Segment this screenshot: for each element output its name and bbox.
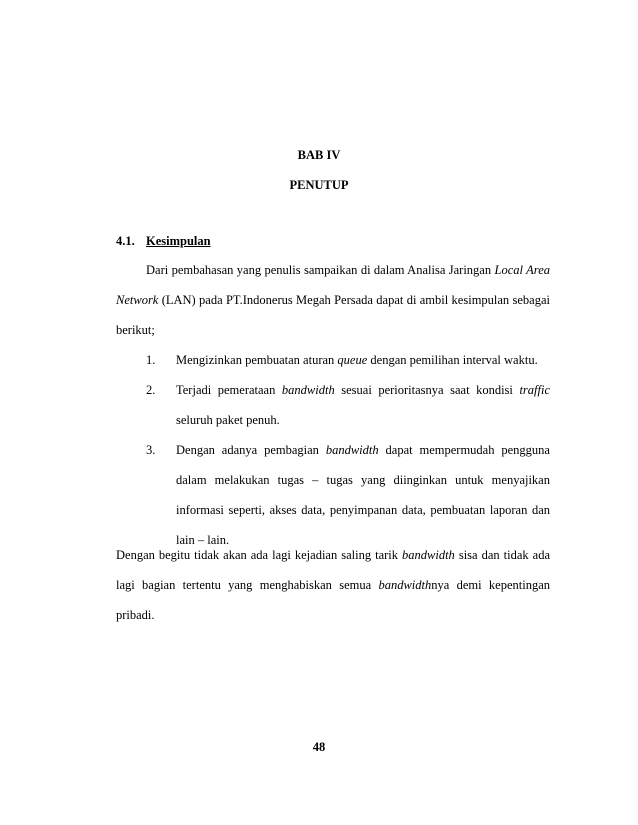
closing-paragraph (116, 540, 550, 630)
list-item-number: 1. (146, 353, 156, 367)
closing-text-2: sisa dan tidak ada lagi bagian tertentu yang menghabiskan semua (116, 548, 550, 592)
list-item-text: dengan pemilihan interval waktu. (367, 353, 538, 367)
page-number: 48 (312, 740, 326, 754)
section-number: 4.1. (116, 234, 135, 248)
list-item-italic: bandwidth (325, 443, 379, 457)
list-item (116, 435, 550, 555)
list-item-number: 3. (146, 443, 156, 457)
list-item-number: 2. (146, 383, 156, 397)
list-item-italic: traffic (519, 383, 551, 397)
intro-text-1: Dari pembahasan yang penulis sampaikan di dalam Analisa Jaringan (146, 263, 495, 277)
list-item-italic: queue (337, 353, 368, 367)
list-item (116, 345, 550, 375)
closing-text-1: Dengan begitu tidak akan ada lagi kejadian saling tarik (116, 548, 403, 562)
intro-paragraph (116, 255, 550, 345)
intro-text-2: (LAN) pada PT.Indonerus Megah Persada dapat di ambil kesimpulan sebagai berikut; (116, 293, 550, 337)
closing-italic-1: bandwidth (402, 548, 455, 562)
intro-italic-term: Local Area Network (116, 263, 550, 307)
chapter-title: PENUTUP (289, 178, 349, 192)
list-item-text: Mengizinkan pembuatan aturan (176, 353, 338, 367)
closing-italic-2: bandwidth (378, 578, 432, 592)
conclusion-list (116, 345, 550, 555)
list-item-text: Dengan adanya pembagian (176, 443, 326, 457)
list-item-text: dapat mempermudah pengguna dalam melakukan tugas – tugas yang diinginkan untuk menyajikan informasi seperti, akses data, penyimpanan data, pembuatan laporan dan lain – lain. (176, 443, 550, 547)
list-item-text: seluruh paket penuh. (176, 413, 280, 427)
closing-text-3: nya demi kepentingan pribadi. (116, 578, 550, 622)
list-item-text: sesuai perioritasnya saat kondisi (334, 383, 520, 397)
chapter-number: BAB IV (297, 148, 341, 162)
section-heading (116, 234, 211, 249)
list-item (116, 375, 550, 435)
section-title: Kesimpulan (146, 234, 211, 248)
list-item-italic: bandwidth (281, 383, 335, 397)
list-item-text: Terjadi pemerataan (176, 383, 282, 397)
